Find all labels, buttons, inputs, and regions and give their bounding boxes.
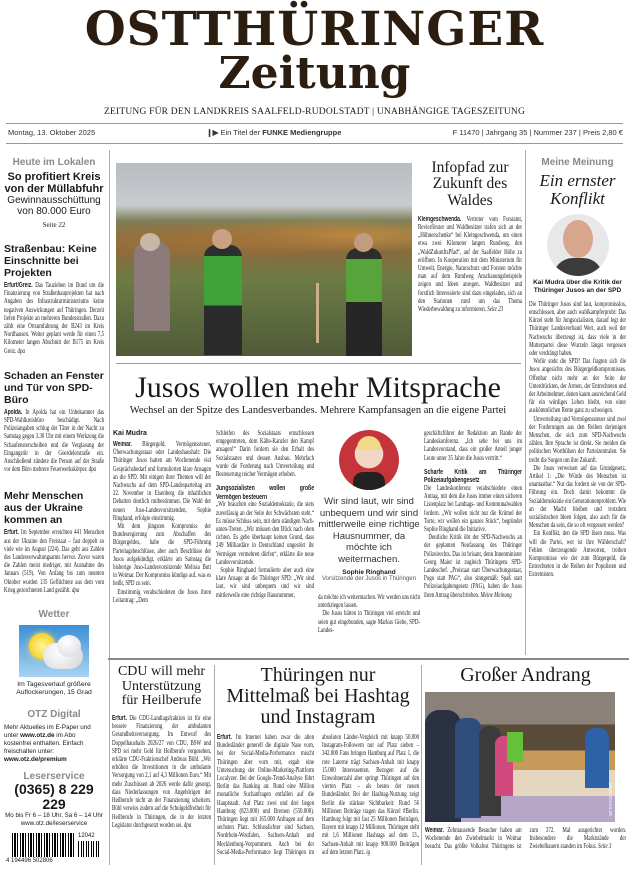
tagline: ZEITUNG FÜR DEN LANDKREIS SAALFELD-RUDOLSTADT | UNABHÄNGIGE TAGESZEITUNG — [103, 107, 526, 117]
andrang-headline[interactable]: Großer Andrang — [460, 664, 591, 686]
infopfad-text: Kleingeschwenda. Vertreter vom Forstamt, Revierförster und Waldbesitzer trafen sich an der „Hühnerschenke“ bei Kleingeschwenda, um einen etwa zwei Kilometer langen Rundweg, den „WaldZukunftsPfad“, auf der Saalfelder Höhe zu eröffnen. In Kooperation mit dem Ministerium für Umwelt, Energie, Naturschutz und Forsten möchte man auf dem Rundweg Anschauungsbeispiele zeigen und Ideen anregen. Waldbesitzer und forstlich Interessierte sind dazu eingeladen, sich an den Stationen rund um das Thema Wiederbewaldung zu informieren. Seite 23 — [418, 215, 523, 314]
left-sidebar — [4, 157, 104, 865]
andrang-article — [425, 665, 626, 852]
market-photo — [425, 692, 615, 822]
divider — [6, 123, 623, 124]
column-rule — [421, 665, 422, 865]
issue-date: Montag, 13. Oktober 2025 — [8, 128, 96, 137]
news-text: Erfurt. Im September erreichten 441 Menschen aus der Ukraine den Freistaat – fast doppelt so viele wie im August (224). Das geht aus Zahlen des Landesverwaltungsamts hervor. Zuvor waren die Zahlen meist niedriger, mit Ausnahme des Januars (519). Von Anfang bis zum neunten Oktober wurden 135 Geflüchtete aus dem vom Krieg gezeichneten Land gezählt. dpa — [4, 529, 105, 594]
digital-link[interactable]: www.otz.de — [20, 732, 55, 740]
divider — [108, 658, 629, 660]
column-rule — [525, 150, 526, 655]
barcode: 12042 4 194496 502806 — [4, 833, 104, 865]
sun-cloud-icon — [19, 625, 89, 677]
lead-column-3: da möchte ich weitermachen. Wir werden uns nicht unterkriegen lassen. Die Jusos hätten in Thüringen viel erreicht und seien gut eingebunden, sagte Markus Giebe, SPD-Landes- — [318, 594, 421, 634]
weather-text: Im Tagesverlauf größere Auflockerungen, 15 Grad — [16, 681, 92, 697]
column-rule — [109, 150, 110, 865]
opinion-text: Die Thüringer Jusos sind laut, kompromisslos, entschlossen, aber auch wahlkampferprobt: Das Kürzel steht für Jungsozialisten, darauf legt der Thüringer Landesverband Wert, auch weil der Nachwuchs überzeugt ist, dass viele in der Mutterpartei diese Wurzeln längst vergessen oder verdrängt haben. Wofür steht die SPD? Das fragten sich die Jusos angesichts des Bürgergeldkompromisses. Offenbar nicht mehr an der Seite der Unterdrückten, der Armen, der Entrechteten und der Arbeitnehmer, denen kaum ausreichend Geld für ein würdiges Leben bleibt, von einer auskömmlichen Rente ganz zu schweigen. Umverteilung und Vermögenssteuer sind zwei der Forderungen aus den Reihen derjenigen Menschen, die sich zum SPD-Nachwuchs zählen. Ihre Sprache ist direkt. Sie meiden die politischen Worthülsen der Parteizentralen. Sie treibt die Sorgen um ihre Zukunft. Die Jusos verweisen auf das Grundgesetz, Artikel 1: „Die Würde des Menschen ist unantastbar.“ Nur das fordern sie von der SPD-Führung ein. Doch damit bekommt die Sozialdemokratie ein Generationenproblem. Wie an der Macht bleiben und trotzdem sozialistischen Ideen folgen, also auch für die Menschen da sein, die so oft vergessen werden? Ein Konflikt, den die SPD lösen muss. Was will die Partei, wer ist ihre Wählerschaft? Fehlen überzeugende Antworten, treiben Kompromisse wie der zum Bürgergeld, die Entrechteten in die Reihen der Populisten und Extremisten. — [529, 300, 627, 579]
masthead-title: OSTTHÜRINGER — [84, 2, 545, 57]
author-avatar — [547, 214, 609, 276]
lokal-page-ref: Seite 22 — [42, 221, 66, 229]
service-kicker: Leserservice — [23, 771, 85, 783]
opinion-headline[interactable]: Ein ernster Konflikt — [539, 171, 616, 208]
pull-quote: Wir sind laut, wir sind unbequem und wir sind mittlerweile eine richtige Hausnummer, da möchte ich weitermachen. — [318, 496, 420, 565]
quote-box — [318, 430, 420, 635]
lead-headline[interactable]: Jusos wollen mehr Mitsprache — [135, 371, 501, 404]
news-headline[interactable]: Schaden an Fenster und Tür von SPD-Büro — [4, 369, 104, 406]
photo-credit: MAIK SCHULZE — [608, 782, 613, 816]
lokal-headline[interactable]: So profitiert Kreis von der Müllabfuhr — [4, 171, 104, 195]
masthead-subtitle: Zeitung — [218, 48, 411, 99]
weather-kicker: Wetter — [38, 609, 70, 621]
lead-column-2: Schleifen des Sozialstaats entschlossen entgegentreten, dem Kälte-Kanzler den Kampf ansagen!“ Darin fordern sie den Erhalt des Sozialstaates und dessen Ausbau. Mehrfach wurde die Forderung nach Umverteilung und Besteuerung reicher Vermögen erhoben. Jungsozialisten wollen große Vermögen besteuern „Wir brauchen eine Sozialdemokratie, die stets zuverlässig an der Seite der Schwächsten steht.“ Es müsse Schluss sein, mit dem ständigen Nach-unten-Treten. „Wir müssen den Blick nach oben richten. Es gebe überhaupt keinen Grund, dass 249 Milliardäre in Deutschland ungestört ihr Vermögen vermehren dürfen“, erklärte die neue Landesvorsitzende. Sophie Ringhand formulierte aber auch eine klare Ansage an die Thüringer SPD: „Wir sind laut, wir sind unbequem und wir sind mittlerweile eine richtige Hausnummer, — [216, 430, 315, 599]
news-headline[interactable]: Straßenbau: Keine Einschnitte bei Projekten — [4, 243, 97, 279]
divider — [6, 143, 623, 144]
forest-photo — [116, 163, 412, 356]
lead-subheading: Jungsozialisten wollen große Vermögen besteuern — [216, 483, 315, 501]
news-text: Erfurt/Greiz. Das Tauziehen im Bund um die Finanzierung von Straßenbauprojekten hat nach Angaben des Infrastrukturministeriums keine negativen Auswirkungen auf Thüringen. Derzeit liefen Projekte an mehreren Bundesstraßen. Dazu zählt eine Ortsumfahrung der B243 im Kreis Nordhausen. Weiter geplant werde für einen 7,5 Kilometer langen Abschnitt der B175 im Kreis Greiz. dpa — [4, 282, 105, 355]
cdu-headline[interactable]: CDU will mehr Unterstützung für Heilberufe — [117, 664, 206, 709]
infopfad-headline[interactable]: Infopfad zur Zukunft des Waldes — [431, 159, 509, 209]
lead-subheading: Scharfe Kritik am Thüringer Polizeiaufgabengesetz — [424, 466, 523, 485]
lokal-kicker: Heute im Lokalen — [12, 157, 96, 168]
funke-icon: ❙▶ — [206, 128, 221, 137]
speaker-photo — [339, 430, 399, 490]
service-phone[interactable]: (0365) 8 229 229 — [14, 781, 94, 813]
column-rule — [214, 665, 215, 865]
digital-text: Mehr Aktuelles im E-Paper und unter www.otz.de im Abo kostenfrei enthalten. Einfach freischalten unter: www.otz.de/premium — [4, 724, 91, 764]
lead-column-1: Kai Mudra Weimar. Bürgergeld, Vermögenssteuer, Überwachungsstaat oder Landeshaushalt: Die Thüringer Jusos hatten am Wochenende viel Gesprächsbedarf und formulierten klare Ansagen an die SPD. Mit einigen ihrer Themen will der Nachwuchs auf dem SPD-Landesparteitag am 22. November in Eisenberg die inhaltlichen Debatten deutlich mitbestimmen. Die Wahl der neuen Juso-Landesvorsitzenden, Sophie Ringhand, erfolgte einstimmig. Mit dem jüngsten Kompromiss der Bundesregierung zum Abschaffen des Bürgergeldes, habe die SPD-Führung Parteitagsbeschlüsse, aber auch Beschlüsse der Jusos aufgekündigt, erklärte am Samstag die bisherige Juso-Landesvorsitzende Melissa Butt in Weimar. Der Kompromiss kündige auf, was es heißt, SPD zu sein. Einstimmig verabschiedeten die Jusos ihren Leitantrag: „Dem — [113, 430, 212, 604]
opinion-column — [529, 157, 626, 580]
lead-column-4: geschäftsführer der Redaktion am Rande der Landeskonferenz. „Ich sehe bei uns im Landesvorstand, dass ein großer Anteil junger Leute unter 35 Jahre die Jusos vertritt.“ Scharfe Kritik am Thüringer Polizeiaufgabengesetz Die Landeskonferenz verabschiedete einen Antrag, mit dem die Jusos immer einen sicheren Listenplatz bei Landtags- und Kommunalwahlen fordern. „Wir wollen nicht nur die Krümel der Torte, wir wollen ein ganzes Stück“, begründet Sophie Ringhand die Initiative. Deutliche Kritik übt der SPD-Nachwuchs an der geplanten Neufassung des Thüringer Polizeirechts. Das ist brisant, denn Innenminister Georg Maier ist zugleich Thüringens SPD-Landeschef. „Preistaat statt Überwachungsstaat, Pogo statt PAG“, also sinngemäß: Spaß statt Polizeiaufgabengesetz (PAG), haben die Jusos ihren Antrag überschrieben. Meine Meinung — [424, 430, 523, 599]
news-text: Apolda. In Apolda hat ein Unbekannter das SPD-Wahlkreisbüro beschädigt. Nach Polizeiangaben schlug der Täter in der Nacht zu Samstag gegen 3.30 Uhr mit einem Werkzeug die Schaufensterscheiben und die Verglasung der Eingangstür in der Goerdelerstraße ein. Anschließend zündete die Person auf der Straße vor dem Büro mehrere Feuerwerkskörper. dpa — [4, 408, 105, 474]
lokal-subhead: Gewinnausschüttung von 80.000 Euro — [7, 195, 101, 217]
opinion-caption: Kai Mudra über die Kritik der Thüringer Jusos an der SPD — [533, 278, 622, 294]
opinion-kicker: Meine Meinung — [541, 157, 614, 168]
issue-meta — [8, 128, 623, 137]
instagram-text: Erfurt. Im Internet haben zwar die alten Bundesländer generell die digitale Nase vorn, bei der Social-Media-Performance mischt Thüringen aber vorn mit, ergab eine Untersuchung der Online-Marketing-Plattform Localyzer. Bei der Google-Trend-Analyse führt Berlin das Ranking an: Rund eine Million monatliche Suchanfragen entfallen auf die Hauptstadt. Auf Platz zwei und drei liegen Hamburg (823.000) und Bremen (550.000). Thüringen liegt mit 165.000 Anfragen auf dem sechsten Platz. Schlusslichter sind Sachsen, Nordrhein-Westfalen, Sachsen-Anhalt und Mecklenburg-Vorpommern. Auch bei der Social-Media-Performance liegt Thüringen im absoluten Länder-Vergleich mit knapp 50.000 Instagram-Followern nur auf Platz sieben – 342.000 Fans bringen Hamburg auf Platz 1, die rote Laterne trägt Sachsen-Anhalt mit knapp 15.000 Interessenten. Bezogen auf die Einwohnerzahl aber springt Thüringen auf den vierten Platz – als bestes der neuen Bundesländer. Bei der Hashtag-Nutzung zeigt Berlin die stärkste Sichtbarkeit: Rund 56 Millionen Beiträge tragen das Kürzel #Berlin. Hamburg folgt mit fast 25 Millionen Beiträgen, Bayern mit knapp 12 Millionen. Thüringen steht mit 1,6 Millionen Hashtags auf dem 13., Sachsen-Anhalt mit knapp 900.000 Beiträgen auf dem letzten Platz. ig — [217, 734, 420, 856]
quote-name: Sophie Ringhand — [342, 569, 396, 576]
lead-subhead: Wechsel an der Spitze des Landesverbandes. Mehrere Kampfansagen an die eigene Partei — [129, 405, 507, 416]
quote-role: Vorsitzende der Jusos in Thüringen — [322, 576, 416, 582]
news-headline[interactable]: Mehr Menschen aus der Ukraine kommen an — [4, 490, 84, 527]
andrang-text: Weimar. Zehntausende Besucher haben am Wochenende den Zwiebelmarkt in Weimar besucht. Das größte Volksfest Thüringens ist zum 372. Mal ausgerichtet worden. Insbesondere die Marktstände der Zwiebelbauern standen im Fokus. Seite 3 — [425, 827, 627, 851]
instagram-article — [217, 665, 419, 857]
publisher-line: ❙▶ Ein Titel der FUNKE Mediengruppe — [206, 128, 342, 137]
infopfad-article — [418, 160, 522, 314]
premium-link[interactable]: www.otz.de/premium — [4, 756, 67, 764]
issue-info: F 11470 | Jahrgang 35 | Nummer 237 | Preis 2,80 € — [452, 128, 623, 137]
instagram-headline[interactable]: Thüringen nur Mittelmaß bei Hashtag und Instagram — [226, 664, 410, 728]
service-url[interactable]: www.otz.de/leserservice — [20, 819, 88, 827]
cdu-text: Erfurt. Die CDU-Landtagsfraktion ist für eine bessere Finanzierung der ambulanten Gesundheitsversorgung. Im Entwurf des Doppelhaushalts 2026/27 von CDU, BSW und SPD sei mehr Geld für Heilberufe vorgesehen, erklärte CDU-Fraktionschef Andreas Bühl. „Wir erhöhen die Investitionen in die ambulante Versorgung von 2,1 auf 4,3 Millionen Euro.“ Mit mehr Zuschüssen ab 2026 werde dafür gesorgt, dass Niederlassungen von Angehörigen der Heilberufe nicht an der Finanzierung scheitern. Bühl verwies zudem auf die Schulgeldfreiheit für Heilberufe in Thüringen, die in der letzten Legislatur durchgesetzt worden sei. dpa — [112, 715, 212, 829]
lead-author: Kai Mudra — [113, 430, 147, 437]
digital-kicker: OTZ Digital — [27, 709, 81, 721]
cdu-article — [112, 665, 211, 830]
service-hours: Mo bis Fr 6 – 18 Uhr, Sa 6 – 14 Uhr — [5, 812, 103, 820]
divider — [116, 363, 521, 364]
